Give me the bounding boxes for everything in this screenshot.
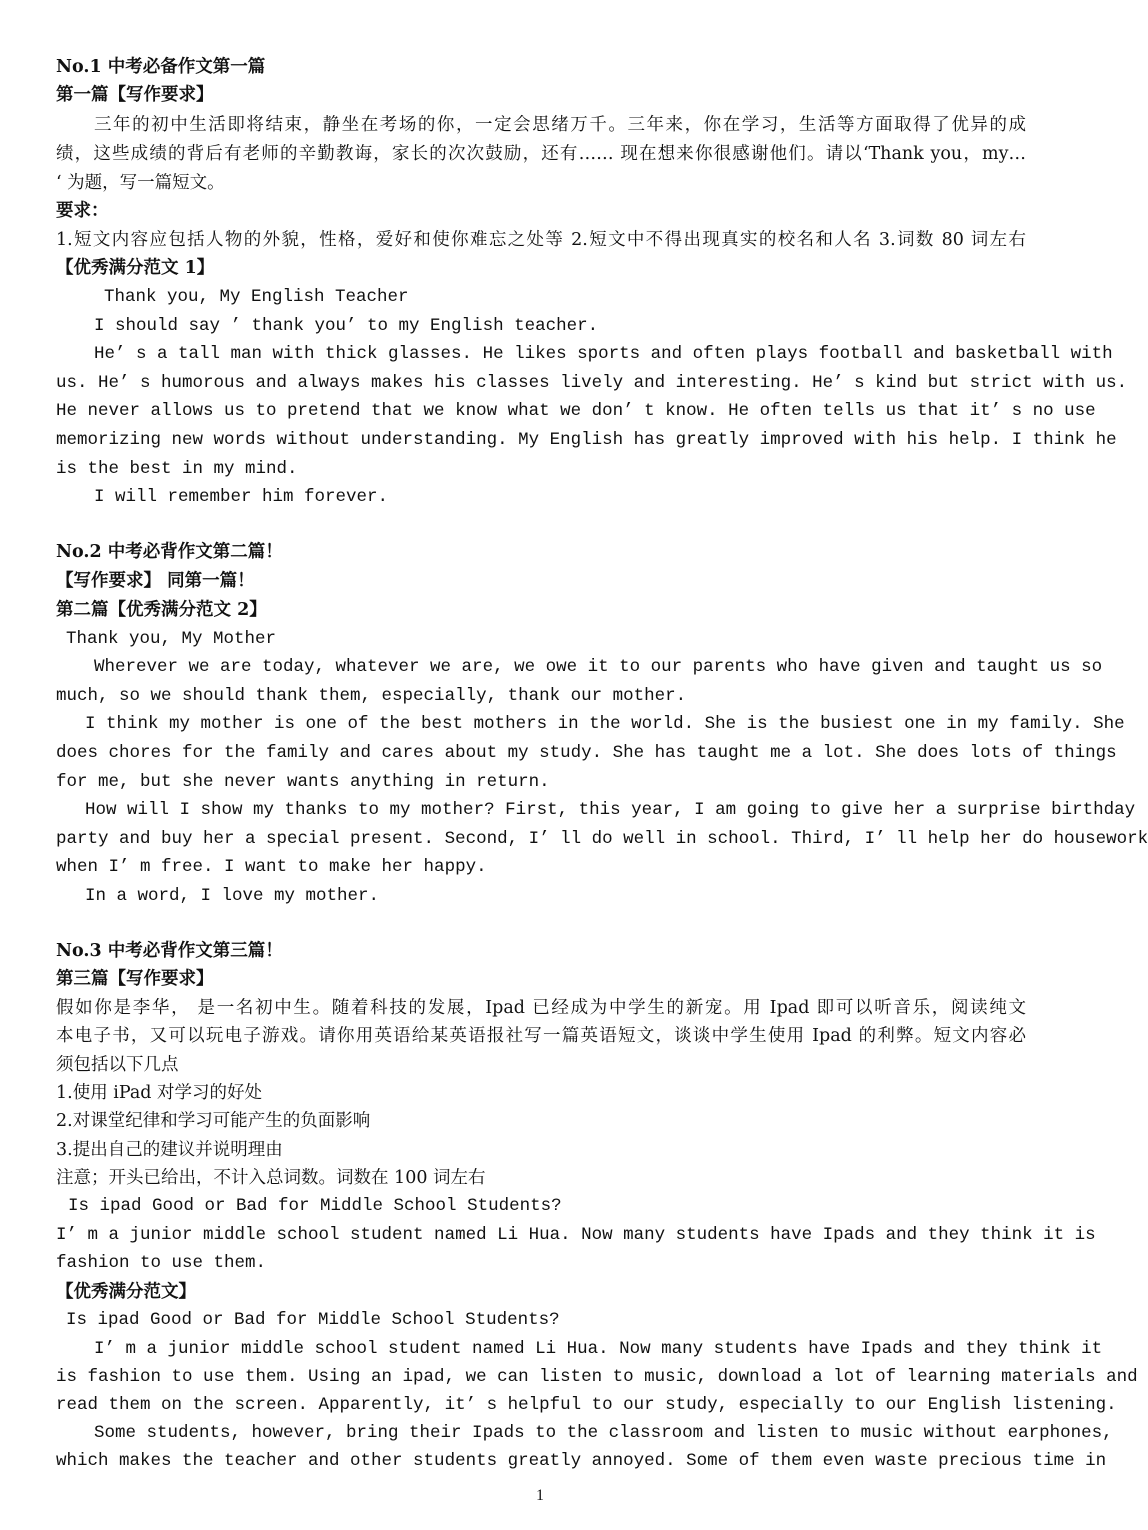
model-essay1-heading: 【优秀满分范文 1】 xyxy=(56,258,215,278)
essay-paragraph-line: Some students, however, bring their Ipads to the classroom and listen to music without earphones, xyxy=(94,1423,1113,1443)
essay1-requirement-heading: 第一篇【写作要求】 xyxy=(56,85,214,105)
essay-paragraph-line: is fashion to use them. Using an ipad, we can listen to music, download a lot of learning materials and xyxy=(56,1367,1138,1387)
essay-paragraph-line: does chores for the family and cares about my study. She has taught me a lot. She does lots of things xyxy=(56,743,1117,763)
essay-paragraph-line: I’ m a junior middle school student named Li Hua. Now many students have Ipads and they think it is xyxy=(56,1225,1096,1245)
essay3-title: No.3 中考必背作文第三篇！ xyxy=(56,941,283,961)
essay3-given-title: Is ipad Good or Bad for Middle School Students? xyxy=(68,1196,562,1216)
essay-paragraph-line: I should say ’ thank you’ to my English teacher. xyxy=(94,316,599,336)
essay-paragraph-line: Wherever we are today, whatever we are, we owe it to our parents who have given and taught us so xyxy=(94,657,1103,677)
essay-paragraph-line: when I’ m free. I want to make her happy. xyxy=(56,857,487,877)
essay-paragraph-line: In a word, I love my mother. xyxy=(85,886,380,906)
requirements-heading: 要求： xyxy=(56,201,109,221)
essay-paragraph-line: which makes the teacher and other students greatly annoyed. Some of them even waste precious time in xyxy=(56,1451,1107,1471)
essay-paragraph-line: read them on the screen. Apparently, it’ s helpful to our study, especially to our English listening. xyxy=(56,1395,1117,1415)
essay2-title: No.2 中考必背作文第二篇！ xyxy=(56,542,283,562)
essay2-requirement-heading: 【写作要求】 同第一篇！ xyxy=(56,571,255,591)
essay-paragraph-line: is the best in my mind. xyxy=(56,459,298,479)
requirements-list: 1.短文内容应包括人物的外貌，性格，爱好和使你难忘之处等 2.短文中不得出现真实的校名和人名 3.词数 80 词左右 xyxy=(56,230,1026,250)
model-essay2-heading: 第二篇【优秀满分范文 2】 xyxy=(56,600,267,620)
essay1-prompt-line: 绩，这些成绩的背后有老师的辛勤教诲，家长的次次鼓励，还有…… 现在想来你很感谢他们。请以‘Thank you，my… xyxy=(56,144,1026,164)
essay1-prompt-line: 三年的初中生活即将结束，静坐在考场的你，一定会思绪万千。三年来，你在学习，生活等方面取得了优异的成 xyxy=(94,115,1026,135)
essay-paragraph-line: I will remember him forever. xyxy=(94,487,389,507)
essay-paragraph-line: fashion to use them. xyxy=(56,1253,267,1273)
essay1-title: No.1 中考必备作文第一篇 xyxy=(56,57,266,77)
essay3-prompt-line: 须包括以下几点 xyxy=(56,1055,179,1075)
essay3-note: 注意；开头已给出，不计入总词数。词数在 100 词左右 xyxy=(56,1168,486,1188)
essay-paragraph-line: I think my mother is one of the best mothers in the world. She is the busiest one in my family. She xyxy=(85,714,1125,734)
essay-paragraph-line: I’ m a junior middle school student named Li Hua. Now many students have Ipads and they think it xyxy=(94,1339,1103,1359)
essay-paragraph-line: us. He’ s humorous and always makes his classes lively and interesting. He’ s kind but strict with us. xyxy=(56,373,1128,393)
essay3-point: 1.使用 iPad 对学习的好处 xyxy=(56,1083,263,1103)
essay1-prompt-line: ‘ 为题，写一篇短文。 xyxy=(56,173,225,193)
essay3-requirement-heading: 第三篇【写作要求】 xyxy=(56,969,214,989)
essay-paragraph-line: party and buy her a special present. Second, I’ ll do well in school. Third, I’ ll help her do housework xyxy=(56,829,1148,849)
essay3-point: 3.提出自己的建议并说明理由 xyxy=(56,1140,283,1160)
essay3-prompt-line: 假如你是李华， 是一名初中生。随着科技的发展，Ipad 已经成为中学生的新宠。用 Ipad 即可以听音乐，阅读纯文 xyxy=(56,998,1026,1018)
essay3-prompt-line: 本电子书，又可以玩电子游戏。请你用英语给某英语报社写一篇英语短文，谈谈中学生使用 Ipad 的利弊。短文内容必 xyxy=(56,1026,1026,1046)
essay-paragraph-line: He’ s a tall man with thick glasses. He likes sports and often plays football and basketball with xyxy=(94,344,1113,364)
model-essay1-title: Thank you, My English Teacher xyxy=(104,287,409,307)
model-essay2-title: Thank you, My Mother xyxy=(66,629,277,649)
page-number: 1 xyxy=(536,1487,544,1504)
essay-paragraph-line: How will I show my thanks to my mother? First, this year, I am going to give her a surprise birthday xyxy=(85,800,1136,820)
essay-paragraph-line: He never allows us to pretend that we know what we don’ t know. He often tells us that it’ s no use xyxy=(56,401,1096,421)
essay-paragraph-line: much, so we should thank them, especially, thank our mother. xyxy=(56,686,687,706)
essay3-point: 2.对课堂纪律和学习可能产生的负面影响 xyxy=(56,1111,371,1131)
model-essay3-title: Is ipad Good or Bad for Middle School Students? xyxy=(66,1310,560,1330)
essay-paragraph-line: memorizing new words without understanding. My English has greatly improved with his help. I think he xyxy=(56,430,1117,450)
model-essay3-heading: 【优秀满分范文】 xyxy=(56,1282,196,1302)
essay-paragraph-line: for me, but she never wants anything in return. xyxy=(56,772,550,792)
